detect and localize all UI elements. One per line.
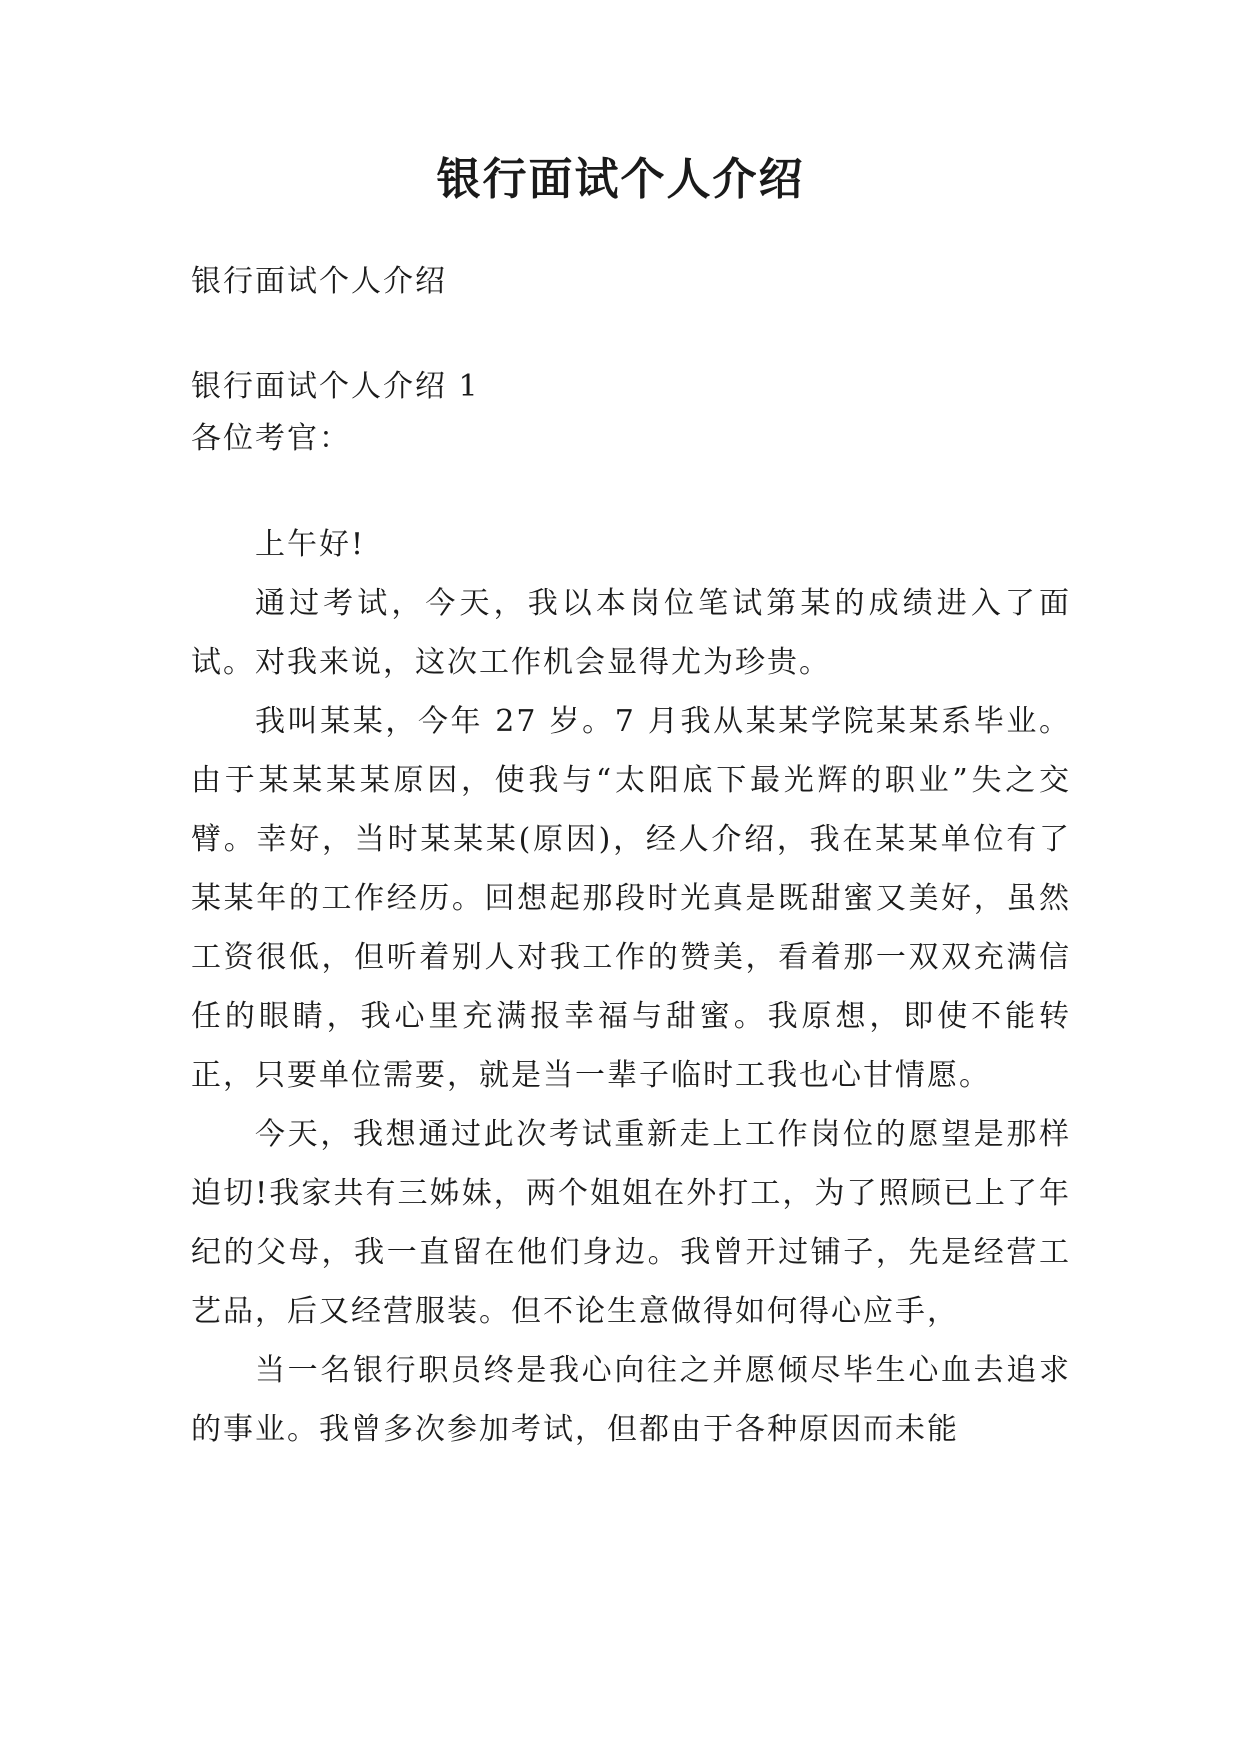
document-title: 银行面试个人介绍 [436,154,805,205]
document-subtitle: 银行面试个人介绍 [191,264,447,299]
paragraph: 通过考试，今天，我以本岗位笔试第某的成绩进入了面试。对我来说，这次工作机会显得尤为珍贵。 [191,586,1071,680]
paragraph: 当一名银行职员终是我心向往之并愿倾尽毕生心血去追求的事业。我曾多次参加考试，但都由于各种原因而未能 [191,1353,1071,1447]
section-heading: 银行面试个人介绍 1 [191,369,480,404]
body-text [191,515,1071,1459]
paragraph: 我叫某某，今年 27 岁。7 月我从某某学院某某系毕业。由于某某某某原因，使我与“太阳底下最光辉的职业”失之交臂。幸好，当时某某某(原因)，经人介绍，我在某某单位有了某某年的工作经历。回想起那段时光真是既甜蜜又美好，虽然工资很低，但听着别人对我工作的赞美，看着那一双双充满信任的眼睛，我心里充满报幸福与甜蜜。我原想，即使不能转正，只要单位需要，就是当一辈子临时工我也心甘情愿。 [191,704,1071,1093]
paragraph: 今天，我想通过此次考试重新走上工作岗位的愿望是那样迫切!我家共有三姊妹，两个姐姐在外打工，为了照顾已上了年纪的父母，我一直留在他们身边。我曾开过铺子，先是经营工艺品，后又经营服装。但不论生意做得如何得心应手， [191,1117,1071,1329]
salutation: 各位考官： [191,421,351,456]
paragraph: 上午好! [255,527,366,562]
